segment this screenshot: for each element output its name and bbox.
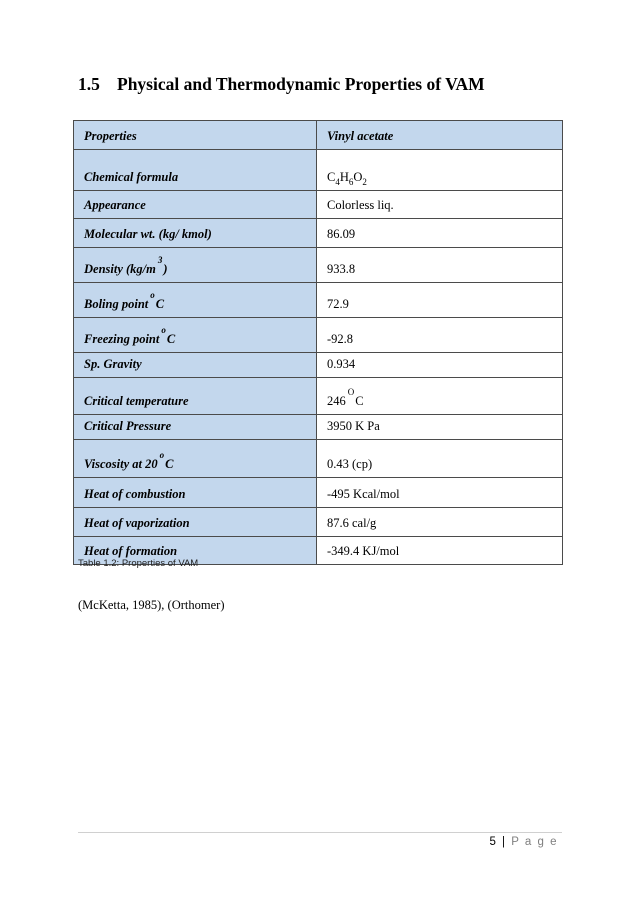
value-cell	[317, 378, 563, 415]
value-cell: 0.43 (cp)	[317, 440, 563, 478]
table-row	[74, 508, 563, 537]
table-header-row	[74, 121, 563, 150]
property-cell: Heat of vaporization	[74, 508, 317, 537]
footer-separator: |	[502, 836, 507, 848]
property-suffix: C	[155, 297, 165, 311]
references-text: (McKetta, 1985), (Orthomer)	[78, 598, 225, 612]
superscript: O	[347, 387, 355, 397]
property-cell: Critical Pressure	[74, 415, 317, 440]
superscript: 3	[157, 255, 163, 265]
value-suffix: C	[355, 394, 364, 408]
value-cell: 933.8	[317, 248, 563, 283]
property-suffix: C	[166, 332, 176, 346]
section-number: 1.5	[78, 74, 100, 94]
property-cell: Molecular wt. (kg/ kmol)	[74, 219, 317, 248]
value-cell: 3950 K Pa	[317, 415, 563, 440]
property-cell: Heat of formation	[74, 537, 317, 565]
property-cell	[74, 248, 317, 283]
section-heading	[78, 74, 485, 95]
formula-sub: 6	[348, 177, 354, 187]
property-cell	[74, 283, 317, 318]
table-row	[74, 248, 563, 283]
page-number: 5	[489, 836, 498, 848]
page-label: P a g e	[511, 836, 558, 848]
formula-sub: 4	[335, 177, 340, 187]
value-cell: Colorless liq.	[317, 191, 563, 219]
formula-o: O	[353, 170, 363, 184]
superscript: o	[150, 290, 155, 300]
value-cell: -92.8	[317, 318, 563, 353]
superscript: o	[159, 450, 165, 460]
property-cell: Heat of combustion	[74, 478, 317, 508]
value-cell: 0.934	[317, 353, 563, 378]
value-cell	[317, 150, 563, 191]
table-row	[74, 415, 563, 440]
table-row	[74, 283, 563, 318]
formula-sub: 2	[362, 177, 367, 187]
formula-h: H	[339, 170, 349, 184]
value-cell: 86.09	[317, 219, 563, 248]
properties-table	[73, 120, 563, 565]
value-cell: -349.4 KJ/mol	[317, 537, 563, 565]
header-properties: Properties	[74, 121, 317, 150]
property-text: Density (kg/m	[84, 262, 156, 276]
table-row	[74, 219, 563, 248]
table-row	[74, 150, 563, 191]
property-cell	[74, 440, 317, 478]
table-row	[74, 318, 563, 353]
value-cell: 87.6 cal/g	[317, 508, 563, 537]
footer-divider	[78, 832, 562, 833]
property-cell: Sp. Gravity	[74, 353, 317, 378]
property-text: Boling point	[84, 297, 149, 311]
value-cell: 72.9	[317, 283, 563, 318]
value-text: 246	[327, 394, 346, 408]
property-text: Freezing point	[84, 332, 160, 346]
page-footer	[489, 836, 558, 848]
property-text: Viscosity at 20	[84, 457, 158, 471]
formula-c: C	[327, 170, 336, 184]
table-caption: Table 1.2: Properties of VAM	[78, 558, 199, 569]
table-row	[74, 440, 563, 478]
superscript: o	[161, 325, 166, 335]
table-row	[74, 478, 563, 508]
value-cell: -495 Kcal/mol	[317, 478, 563, 508]
table-row	[74, 191, 563, 219]
property-cell: Chemical formula	[74, 150, 317, 191]
property-cell	[74, 318, 317, 353]
property-suffix: )	[163, 262, 168, 276]
table-row	[74, 353, 563, 378]
section-title: Physical and Thermodynamic Properties of VAM	[117, 74, 485, 94]
header-vinyl-acetate: Vinyl acetate	[317, 121, 563, 150]
table-row	[74, 378, 563, 415]
property-cell: Appearance	[74, 191, 317, 219]
property-cell: Critical temperature	[74, 378, 317, 415]
property-suffix: C	[165, 457, 174, 471]
